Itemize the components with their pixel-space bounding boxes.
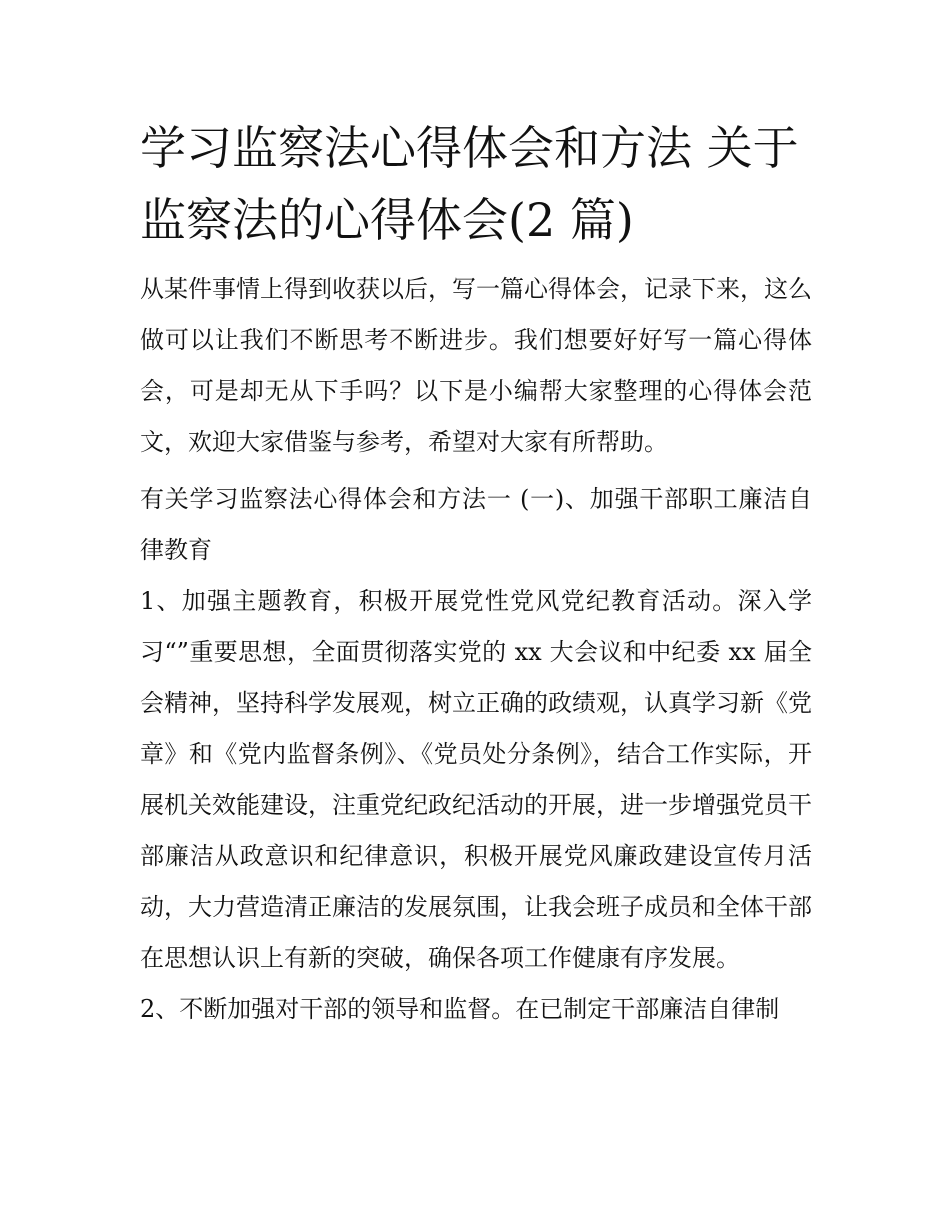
list-item-2: 2、不断加强对干部的领导和监督。在已制定干部廉洁自律制	[140, 995, 780, 1023]
document-body	[140, 112, 812, 1035]
list-item-1: 1、加强主题教育，积极开展党性党风党纪教育活动。深入学习“”重要思想，全面贯彻落实党的 xx 大会议和中纪委 xx 届全会精神，坚持科学发展观，树立正确的政绩观，认真学习新《党章》和《党内监督条例》、《党员处分条例》，结合工作实际，开展机关效能建设，注重党纪政纪活动的开展，进一步增强党员干部廉洁从政意识和纪律意识，积极开展党风廉政建设宣传月活动，大力营造清正廉洁的发展氛围，让我会班子成员和全体干部在思想认识上有新的突破，确保各项工作健康有序发展。	[140, 587, 812, 972]
document-title: 学习监察法心得体会和方法 关于监察法的心得体会(2 篇)	[140, 121, 799, 247]
intro-paragraph: 从某件事情上得到收获以后，写一篇心得体会，记录下来，这么做可以让我们不断思考不断进步。我们想要好好写一篇心得体会，可是却无从下手吗？以下是小编帮大家整理的心得体会范文，欢迎大家借鉴与参考，希望对大家有所帮助。	[140, 275, 812, 456]
section-heading: 有关学习监察法心得体会和方法一 (一)、加强干部职工廉洁自律教育	[140, 485, 812, 564]
